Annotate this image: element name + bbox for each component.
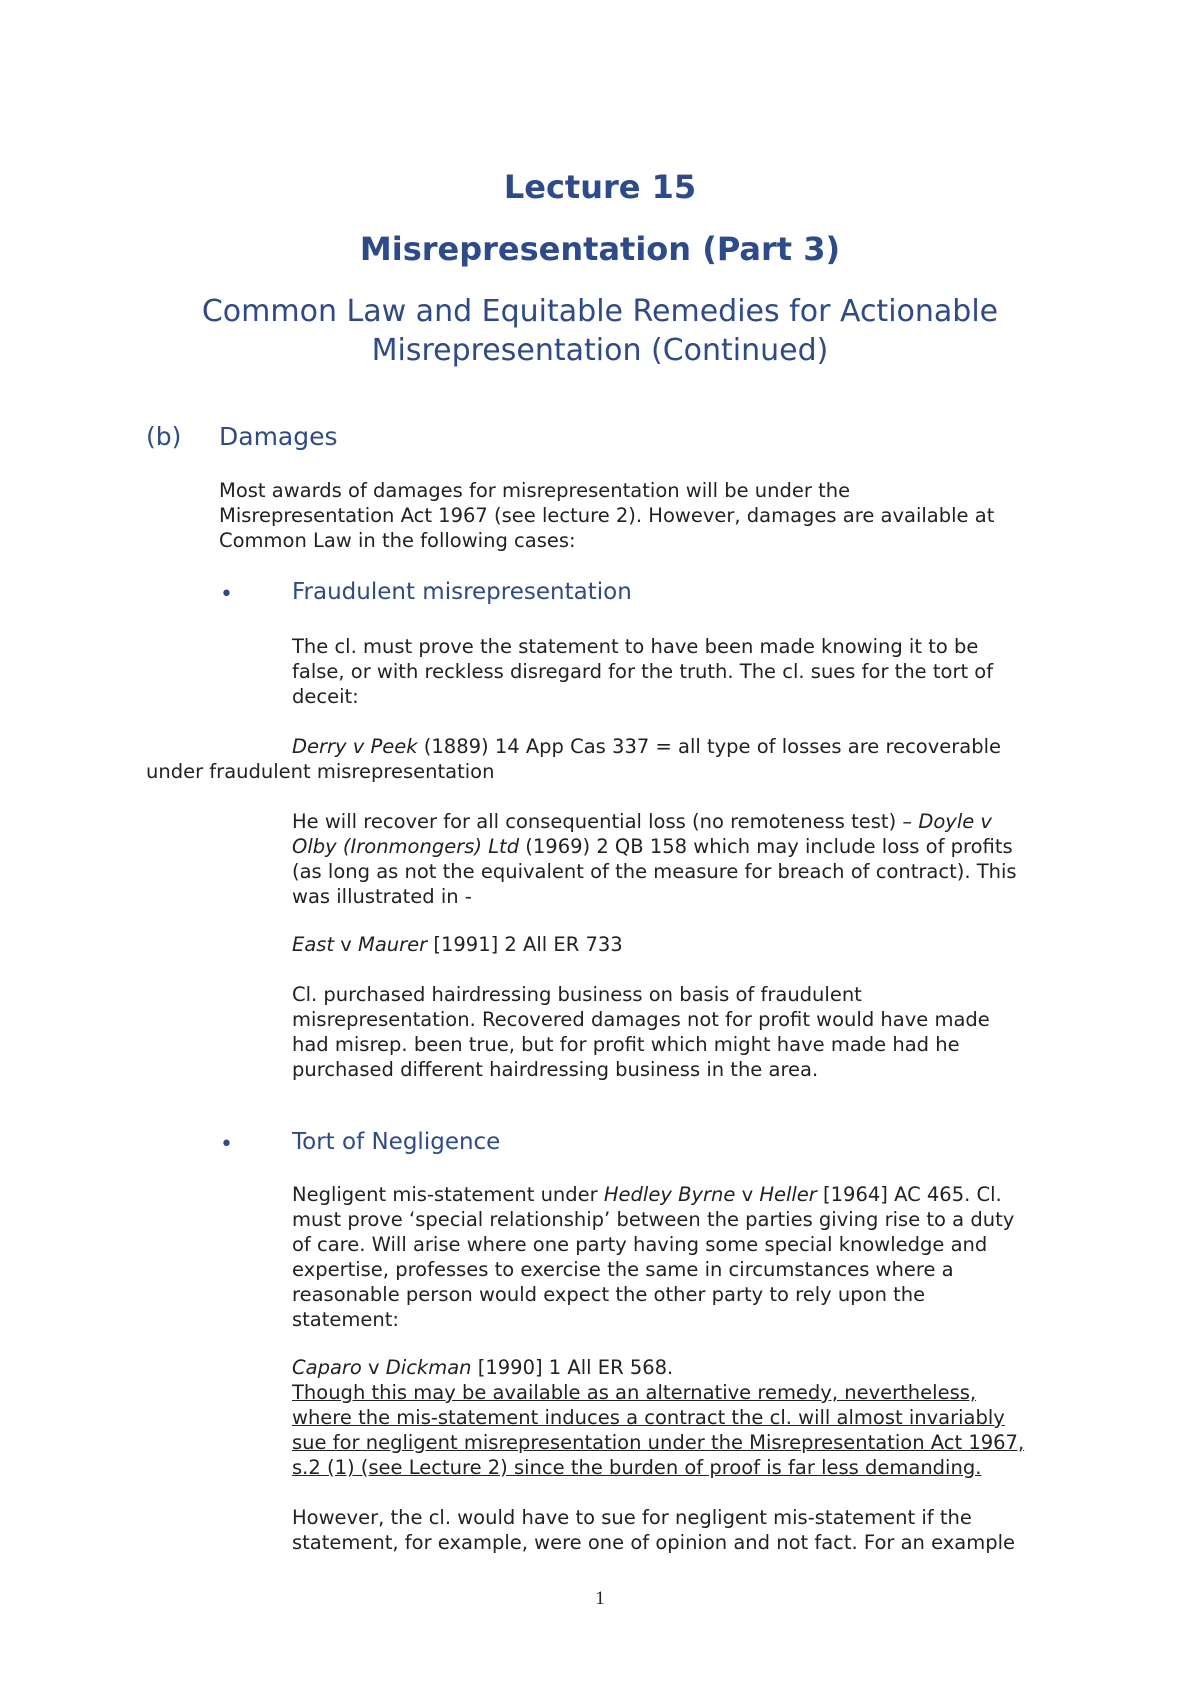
underlined-line: Though this may be available as an alternative remedy, nevertheless, bbox=[292, 1381, 977, 1404]
text-line: had misrep. been true, but for profit which might have made had he bbox=[292, 1033, 960, 1056]
subheading-negligence: Tort of Negligence bbox=[292, 1129, 501, 1155]
negligence-paragraph-1 bbox=[292, 1182, 1014, 1332]
text-line: Cl. purchased hairdressing business on basis of fraudulent bbox=[292, 983, 862, 1006]
underlined-line: s.2 (1) (see Lecture 2) since the burden of proof is far less demanding. bbox=[292, 1456, 982, 1479]
case-citation: [1990] 1 All ER 568. bbox=[471, 1356, 674, 1379]
case-party: East bbox=[292, 933, 335, 956]
text-run: (1969) 2 QB 158 which may include loss of profits bbox=[519, 835, 1013, 858]
text-line: Common Law in the following cases: bbox=[219, 529, 576, 552]
fraud-paragraph-1 bbox=[292, 634, 993, 709]
case-name: Derry v Peek bbox=[292, 735, 418, 758]
text-run: Negligent mis-statement under bbox=[292, 1183, 604, 1206]
fraud-paragraph-3 bbox=[292, 809, 1017, 909]
text-run: v bbox=[334, 933, 359, 956]
case-party: Maurer bbox=[358, 933, 428, 956]
text-run: He will recover for all consequential loss (no remoteness test) – bbox=[292, 810, 919, 833]
subtitle-line-1: Common Law and Equitable Remedies for Actionable bbox=[201, 294, 999, 329]
text-line: was illustrated in - bbox=[292, 885, 472, 908]
case-name: Doyle v bbox=[918, 810, 992, 833]
case-citation: (1889) 14 App Cas 337 = all type of losses are recoverable bbox=[417, 735, 1002, 758]
damages-intro-paragraph bbox=[219, 478, 994, 553]
negligence-paragraph-3 bbox=[292, 1505, 1015, 1555]
underlined-line: where the mis-statement induces a contract the cl. will almost invariably bbox=[292, 1406, 1005, 1429]
subheading-fraudulent: Fraudulent misrepresentation bbox=[292, 579, 632, 605]
text-line: statement: bbox=[292, 1308, 399, 1331]
text-run: v bbox=[735, 1183, 760, 1206]
text-line: Most awards of damages for misrepresentation will be under the bbox=[219, 479, 851, 502]
lecture-topic: Misrepresentation (Part 3) bbox=[359, 230, 841, 268]
negligence-paragraph-2 bbox=[292, 1355, 1024, 1480]
east-case-line bbox=[292, 932, 623, 957]
text-line: misrepresentation. Recovered damages not for profit would have made bbox=[292, 1008, 990, 1031]
text-line bbox=[292, 809, 1017, 834]
text-line bbox=[292, 1182, 1014, 1207]
text-line: The cl. must prove the statement to have been made knowing it to be bbox=[292, 635, 979, 658]
bullet-icon: • bbox=[220, 582, 233, 607]
text-line: deceit: bbox=[292, 685, 359, 708]
case-citation: [1991] 2 All ER 733 bbox=[427, 933, 623, 956]
case-citation: [1964] AC 465. Cl. bbox=[816, 1183, 1002, 1206]
caparo-case-line bbox=[292, 1355, 1024, 1380]
section-title: Damages bbox=[219, 422, 338, 451]
text-line: statement, for example, were one of opinion and not fact. For an example bbox=[292, 1531, 1016, 1554]
case-party: Heller bbox=[759, 1183, 817, 1206]
case-party: Hedley Byrne bbox=[603, 1183, 736, 1206]
text-run: v bbox=[361, 1356, 386, 1379]
case-party: Caparo bbox=[292, 1356, 362, 1379]
case-name: Olby (Ironmongers) Ltd bbox=[292, 835, 520, 858]
text-line: expertise, professes to exercise the same in circumstances where a bbox=[292, 1258, 954, 1281]
case-party: Dickman bbox=[385, 1356, 472, 1379]
subtitle-line-2: Misrepresentation (Continued) bbox=[371, 333, 829, 368]
derry-case-line bbox=[292, 734, 1001, 759]
underlined-line: sue for negligent misrepresentation under the Misrepresentation Act 1967, bbox=[292, 1431, 1025, 1454]
text-line: (as long as not the equivalent of the measure for breach of contract). This bbox=[292, 860, 1017, 883]
derry-case-continuation: under fraudulent misrepresentation bbox=[146, 760, 495, 783]
fraud-paragraph-5 bbox=[292, 982, 990, 1082]
text-line: purchased different hairdressing business in the area. bbox=[292, 1058, 819, 1081]
text-line: reasonable person would expect the other party to rely upon the bbox=[292, 1283, 926, 1306]
lecture-subtitle bbox=[0, 292, 1200, 370]
bullet-icon: • bbox=[220, 1132, 233, 1157]
section-number: (b) bbox=[146, 422, 182, 451]
page-number: 1 bbox=[595, 1588, 605, 1609]
text-line: of care. Will arise where one party having some special knowledge and bbox=[292, 1233, 988, 1256]
lecture-title: Lecture 15 bbox=[503, 168, 697, 206]
text-line bbox=[292, 834, 1017, 859]
text-line: Misrepresentation Act 1967 (see lecture 2). However, damages are available at bbox=[219, 504, 995, 527]
text-line: However, the cl. would have to sue for negligent mis-statement if the bbox=[292, 1506, 972, 1529]
text-line: must prove ‘special relationship’ between the parties giving rise to a duty bbox=[292, 1208, 1015, 1231]
text-line: false, or with reckless disregard for the truth. The cl. sues for the tort of bbox=[292, 660, 994, 683]
